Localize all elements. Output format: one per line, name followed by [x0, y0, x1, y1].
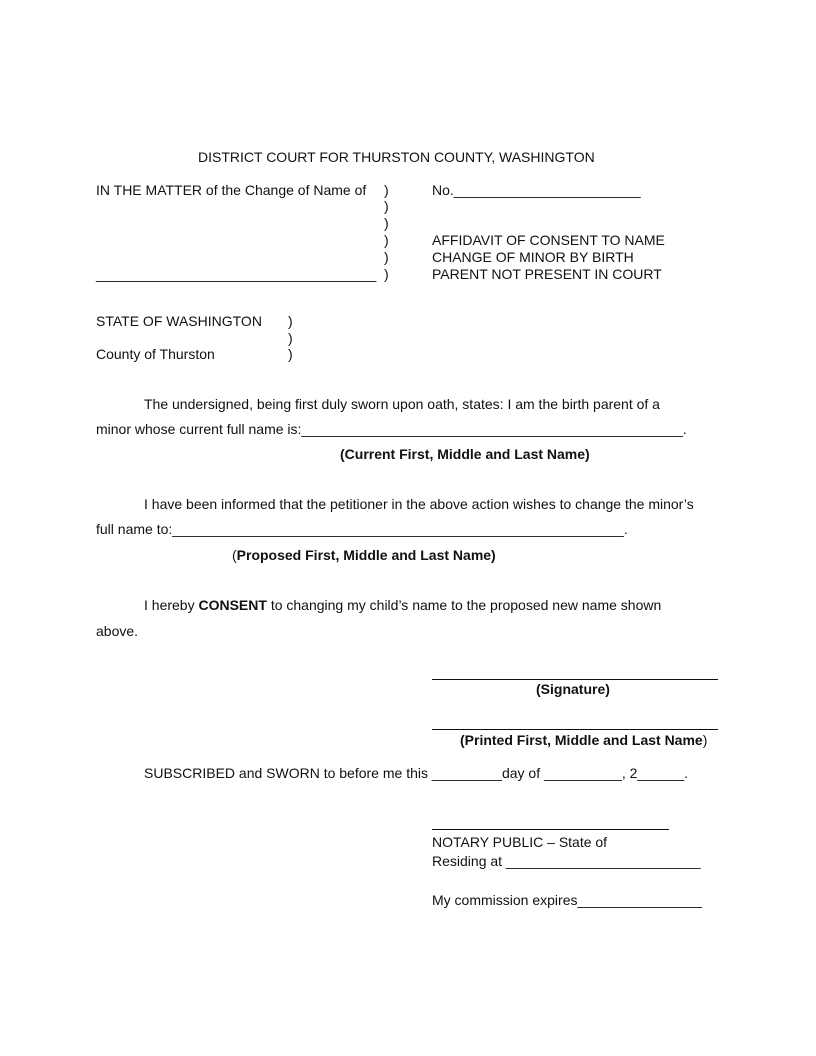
caption-paren: ) [384, 198, 389, 214]
signature-caption: (Signature) [536, 681, 610, 697]
jurat-line[interactable]: SUBSCRIBED and SWORN to before me this _________day of __________, 2______. [144, 765, 689, 781]
printed-name-caption: (Printed First, Middle and Last Name) [460, 732, 708, 748]
current-name-caption: (Current First, Middle and Last Name) [340, 446, 590, 462]
caption-paren: ) [384, 266, 389, 282]
proposed-name-field[interactable]: full name to:__________________________________________________________. [96, 521, 628, 537]
doc-title-line: PARENT NOT PRESENT IN COURT [432, 266, 662, 282]
current-name-field[interactable]: minor whose current full name is:_________________________________________________. [96, 421, 687, 437]
consent-emphasis: CONSENT [198, 597, 267, 613]
court-header: DISTRICT COURT FOR THURSTON COUNTY, WASHINGTON [198, 149, 595, 165]
venue-paren: ) [288, 313, 293, 329]
notary-title: NOTARY PUBLIC – State of [432, 834, 608, 850]
doc-title-line: AFFIDAVIT OF CONSENT TO NAME [432, 232, 665, 248]
printed-name-line[interactable] [432, 729, 718, 730]
caption-paren: ) [384, 182, 389, 198]
consent-statement: I hereby CONSENT to changing my child’s name to the proposed new name shown [144, 597, 662, 613]
venue-paren: ) [288, 346, 293, 362]
consent-line2: above. [96, 623, 139, 639]
signature-line[interactable] [432, 679, 718, 680]
matter-text: IN THE MATTER of the Change of Name of [96, 182, 367, 198]
caption-paren: ) [384, 232, 389, 248]
para1-line1: The undersigned, being first duly sworn upon oath, states: I am the birth parent of a [144, 396, 660, 412]
doc-title-line: CHANGE OF MINOR BY BIRTH [432, 249, 634, 265]
notary-signature-line[interactable] [432, 829, 669, 830]
notary-commission-field[interactable]: My commission expires________________ [432, 892, 703, 908]
venue-county: County of Thurston [96, 346, 215, 362]
minor-name-blank[interactable]: ____________________________________ [96, 266, 377, 282]
venue-paren: ) [288, 330, 293, 346]
caption-paren: ) [384, 249, 389, 265]
para2-line1: I have been informed that the petitioner in the above action wishes to change the minor’s [144, 496, 694, 512]
proposed-name-caption: (Proposed First, Middle and Last Name) [232, 547, 496, 563]
notary-residing-field[interactable]: Residing at _________________________ [432, 853, 701, 869]
venue-state: STATE OF WASHINGTON [96, 313, 262, 329]
caption-paren: ) [384, 215, 389, 231]
case-number-field[interactable]: No.________________________ [432, 182, 641, 198]
